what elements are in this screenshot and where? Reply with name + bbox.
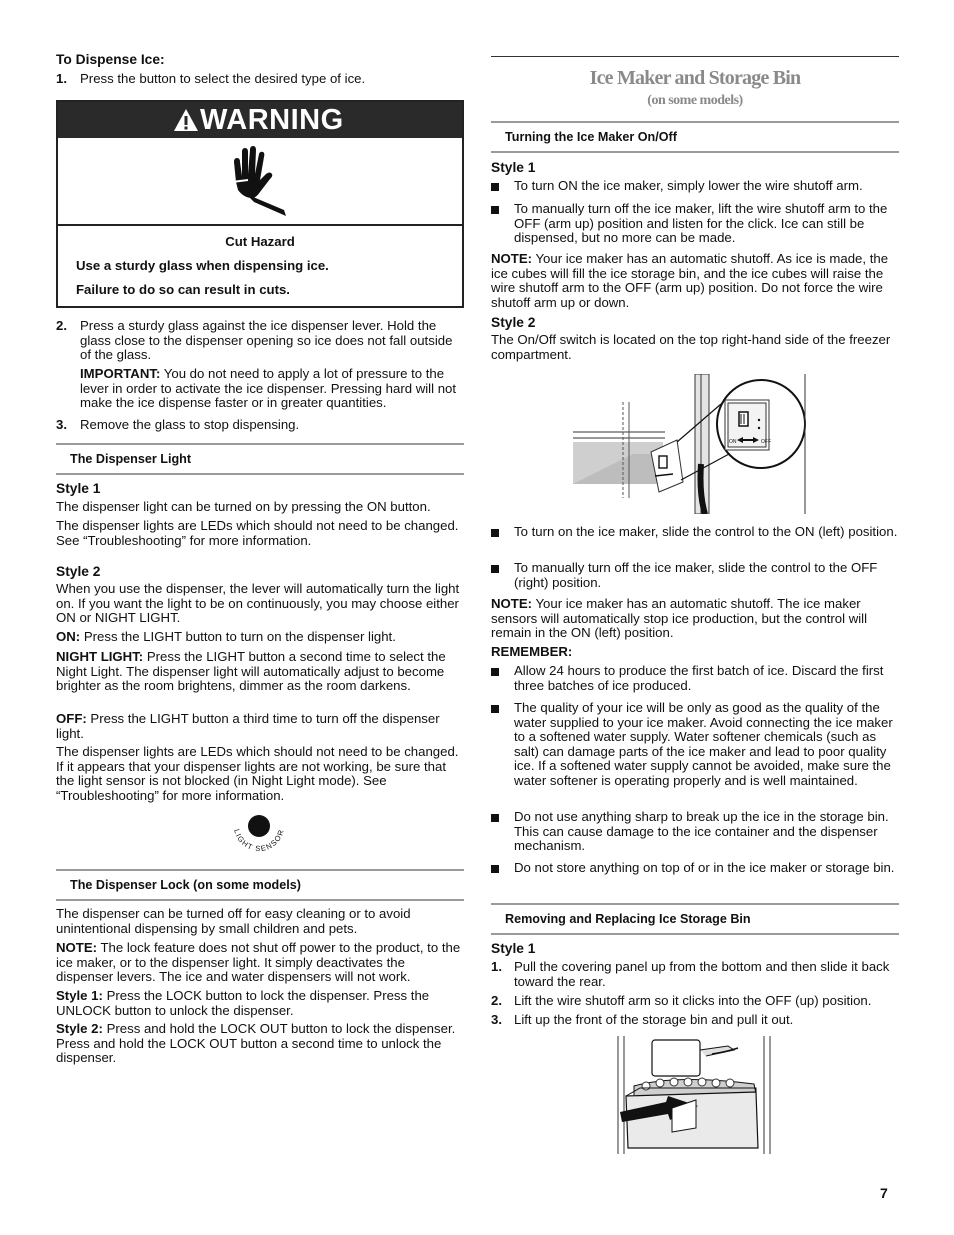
remember-item [491,810,899,856]
bullet-text: Do not use anything sharp to break up the ice in the storage bin. This can cause damage to the ice container and the dispenser mechanism. [514,809,889,854]
step-text: Remove the glass to stop dispensing. [80,417,300,432]
step-text: Lift the wire shutoff arm so it clicks into the OFF (up) position. [514,993,872,1008]
warning-line-1: Use a sturdy glass when dispensing ice. [76,258,329,273]
step-number: 1. [491,959,502,974]
light-style-2: Style 2 [56,564,101,579]
remember-heading: REMEMBER: [491,644,573,659]
note-text: Your ice maker has an automatic shutoff. As ice is made, the ice cubes will fill the ice storage bin, and the ice cubes will raise the wire shutoff arm to the OFF (arm up) position. Do not force the wire shutoff arm up or down. [491,251,889,310]
bullet-item [491,561,899,593]
dispense-heading: To Dispense Ice: [56,52,165,67]
remember-item [491,701,899,805]
bin-style-1-heading: Style 1 [491,941,536,956]
on-text: Press the LIGHT button to turn on the dispenser light. [80,629,396,644]
note-label: NOTE: [491,596,533,611]
note-label: NOTE: [491,251,533,266]
light-sensor-icon [228,808,292,858]
bin-step-2 [491,994,899,1010]
bullet-icon [491,183,499,191]
night-text: Press the LIGHT button a second time to select the Night Light. The dispenser light will automatically adjust to become brighter as the room brightens, dimmer as the room darkens. [56,649,446,694]
step-number: 3. [491,1012,502,1027]
style-2-paragraph: The On/Off switch is located on the top right-hand side of the freezer compartment. [491,332,891,362]
section-title: The Dispenser Lock (on some models) [70,878,301,892]
bullet-icon [491,529,499,537]
switch-diagram [573,374,819,514]
switch-off-label: OFF [761,439,771,445]
step-text: Lift up the front of the storage bin and pull it out. [514,1012,794,1027]
bin-step-1 [491,960,899,990]
switch-on-label: ON [729,439,737,445]
warning-title: WARNING [200,104,344,136]
bullet-item [491,179,899,195]
warning-box [56,100,464,308]
important-note [80,367,464,411]
light-s2-paragraph: The dispenser lights are LEDs which should not need to be changed. If it appears that your dispenser lights are not working, be sure that the light sensor is not blocked (in Night Light mode). See “Troubleshooting” for more information. [56,744,459,803]
page-section-title: Ice Maker and Storage Bin [589,67,801,89]
lock-style-2 [56,1022,464,1066]
bullet-text: Do not store anything on top of or in the ice maker or storage bin. [514,860,895,875]
lock-note [56,941,464,985]
off-text: Press the LIGHT button a third time to turn off the dispenser light. [56,711,440,741]
bullet-text: Allow 24 hours to produce the first batch of ice. Discard the first three batches of ice produced. [514,663,884,693]
section-title: Turning the Ice Maker On/Off [505,130,677,144]
cut-hand-icon [226,146,294,216]
bullet-icon [491,668,499,676]
dispense-step-2 [56,319,464,367]
bullet-item [491,202,899,248]
light-on-paragraph [56,630,464,645]
lock-paragraph: The dispenser can be turned off for easy cleaning or to avoid unintentional dispensing by small children and pets. [56,906,411,936]
style-label: Style 1: [56,988,103,1003]
remember-item [491,664,899,696]
section-turning-on-off [491,121,899,153]
step-text: Press a sturdy glass against the ice dispenser lever. Hold the glass close to the dispenser opening so ice does not fall outside of the glass. [80,318,453,363]
important-text: You do not need to apply a lot of pressure to the lever in order to activate the ice dispenser. Pressing hard will not make the ice dispense faster or in greater quantities. [80,366,457,411]
bullet-icon [491,814,499,822]
light-s1-paragraph: The dispenser lights are LEDs which should not need to be changed. See “Troubleshooting” for more information. [56,518,459,548]
section-title: Removing and Replacing Ice Storage Bin [505,912,751,926]
section-dispenser-light [56,443,464,475]
style-1-heading: Style 1 [491,160,536,175]
dispense-step-1 [56,72,464,88]
bullet-item [491,525,899,557]
bullet-text: To turn ON the ice maker, simply lower the wire shutoff arm. [514,178,863,193]
style-label: Style 2: [56,1021,103,1036]
light-off-paragraph [56,712,464,741]
bullet-text: The quality of your ice will be only as good as the quality of the water supplied to your ice maker. Avoid connecting the ice maker to a softened water supply. Water softener chemicals (such as salt) can damage parts of the ice maker and lead to poor quality ice. If a softened water supply cannot be avoided, make sure the water softener is operating properly and is well maintained. [514,700,893,788]
light-s2-paragraph: When you use the dispenser, the lever will automatically turn the light on. If you want the light to be on continuously, you may choose either ON or NIGHT LIGHT. [56,581,460,626]
style-text: Press the LOCK button to lock the dispenser. Press the UNLOCK button to unlock the dispenser. [56,988,430,1018]
lock-style-1 [56,989,464,1018]
bullet-icon [491,865,499,873]
section-title: The Dispenser Light [70,452,192,466]
bullet-text: To manually turn off the ice maker, lift the wire shutoff arm to the OFF (arm up) position and listen for the click. Ice can still be dispensed, but no more can be made. [514,201,888,246]
light-night-paragraph [56,650,464,694]
bin-step-3 [491,1013,899,1029]
style-1-note [491,252,899,310]
warning-line-2: Failure to do so can result in cuts. [76,282,290,297]
step-text: Pull the covering panel up from the bottom and then slide it back toward the rear. [514,959,890,989]
warning-header [58,102,462,138]
step-number: 2. [491,993,502,1008]
section-dispenser-lock [56,869,464,901]
step-number: 3. [56,417,67,432]
hazard-name: Cut Hazard [225,234,295,249]
section-removing-bin [491,903,899,935]
light-s1-paragraph: The dispenser light can be turned on by pressing the ON button. [56,499,431,514]
sensor-label: LIGHT SENSOR [232,827,286,854]
note-text: Your ice maker has an automatic shutoff. The ice maker sensors will automatically stop ice production, but the control will remain in the ON (left) position. [491,596,868,641]
important-label: IMPORTANT: [80,366,161,381]
style-2-note [491,597,899,641]
bullet-text: To manually turn off the ice maker, slide the control to the OFF (right) position. [514,560,878,590]
storage-bin-illustration [616,1036,776,1154]
step-number: 1. [56,71,67,86]
top-rule [491,56,899,57]
step-text: Press the button to select the desired type of ice. [80,71,366,86]
bullet-text: To turn on the ice maker, slide the control to the ON (left) position. [514,524,898,539]
warning-triangle-icon [173,108,199,132]
on-label: ON: [56,629,81,644]
style-text: Press and hold the LOCK OUT button to lock the dispenser. Press and hold the LOCK OUT button a second time to unlock the dispenser. [56,1021,456,1066]
bullet-icon [491,565,499,573]
style-2-heading: Style 2 [491,315,536,330]
note-text: The lock feature does not shut off power to the product, to the ice maker, or to the dispenser light. It simply deactivates the dispenser levers. The ice and water dispensers will not work. [56,940,461,985]
dispense-step-3 [56,418,464,434]
remember-item [491,861,899,893]
page-number: 7 [880,1185,888,1201]
page-section-subtitle: (on some models) [647,93,743,108]
note-label: NOTE: [56,940,98,955]
off-label: OFF: [56,711,87,726]
step-number: 2. [56,318,67,333]
night-label: NIGHT LIGHT: [56,649,144,664]
bullet-icon [491,705,499,713]
light-style-1: Style 1 [56,481,101,496]
bullet-icon [491,206,499,214]
hazard-image-area [58,138,462,226]
